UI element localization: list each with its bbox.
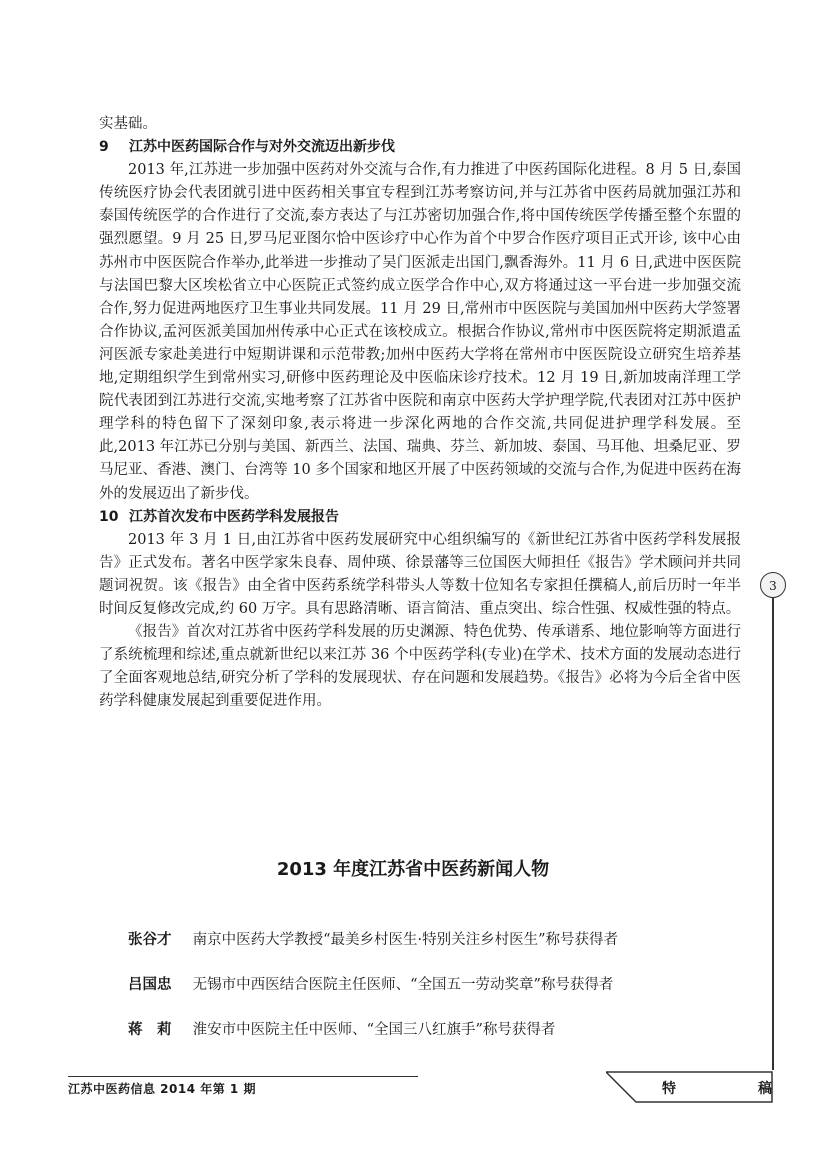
journal-footer: 江苏中医药信息 2014 年第 1 期 (68, 1082, 256, 1096)
paragraph: 2013 年 3 月 1 日,由江苏省中医药发展研究中心组织编写的《新世纪江苏省中医药学科发展报告》正式发布。著名中医学家朱良春、周仲瑛、徐景藩等三位国医大师担任《报告》学术顾问并共同题词祝贺。该《报告》由全省中医药系统学科带头人等数十位知名专家担任撰稿人,前后历时一年半时间反复修改完成,约 60 万字。具有思路清晰、语言简洁、重点突出、综合性强、权威性强的特点。 (99, 531, 741, 617)
list-item (128, 928, 748, 973)
section-number: 9 (99, 139, 109, 156)
section-number: 10 (99, 508, 119, 525)
list-item (128, 973, 748, 1018)
person-description: 南京中医药大学教授“最美乡村医生·特别关注乡村医生”称号获得者 (192, 932, 619, 948)
special-column-tab (606, 1070, 776, 1104)
article-body (99, 113, 741, 713)
section-title: 江苏中医药国际合作与对外交流迈出新步伐 (129, 139, 395, 156)
intro-tail: 实基础。 (99, 116, 157, 132)
news-people-title: 2013 年度江苏省中医药新闻人物 (276, 859, 550, 880)
footer-divider (68, 1076, 418, 1077)
person-name: 吕国忠 (128, 977, 172, 993)
margin-rule (772, 590, 774, 1070)
people-list (128, 928, 748, 1063)
person-description: 无锡市中西医结合医院主任医师、“全国五一劳动奖章”称号获得者 (192, 977, 614, 993)
section-title: 江苏首次发布中医药学科发展报告 (129, 508, 339, 525)
person-name: 张谷才 (128, 932, 172, 948)
section-heading-10 (99, 506, 741, 529)
paragraph: 2013 年,江苏进一步加强中医药对外交流与合作,有力推进了中医药国际化进程。8 月 5 日,泰国传统医疗协会代表团就引进中医药相关事宜专程到江苏考察访问,并与江苏省中医药局就加强江苏和泰国传统医学的合作进行了交流,泰方表达了与江苏密切加强合作,将中国传统医学传播至整个东盟的强烈愿望。9 月 25 日,罗马尼亚图尔恰中医诊疗中心作为首个中罗合作医疗项目正式开诊, 该中心由苏州市中医医院合作举办,此举进一步推动了吴门医派走出国门,飘香海外。11 月 6 日,武进中医医院与法国巴黎大区埃松省立中心医院正式签约成立医学合作中心,双方将通过这一平台进一步加强交流合作,努力促进两地医疗卫生事业共同发展。11 月 29 日,常州市中医医院与美国加州中医药大学签署合作协议,孟河医派美国加州传承中心正式在该校成立。根据合作协议,常州市中医医院将定期派遣孟河医派专家赴美进行中短期讲课和示范带教;加州中医药大学将在常州市中医医院设立研究生培养基地,定期组织学生到常州实习,研修中医药理论及中医临床诊疗技术。12 月 19 日,新加坡南洋理工学院代表团到江苏进行交流,实地考察了江苏省中医院和南京中医药大学护理学院,代表团对江苏中医护理学科的特色留下了深刻印象,表示将进一步深化两地的合作交流,共同促进护理学科发展。至此,2013 年江苏已分别与美国、新西兰、法国、瑞典、芬兰、新加坡、泰国、马耳他、坦桑尼亚、罗马尼亚、香港、澳门、台湾等 10 多个国家和地区开展了中医药领域的交流与合作,为促进中医药在海外的发展迈出了新步伐。 (99, 162, 741, 502)
special-column-label (662, 1078, 772, 1098)
page-number-badge: 3 (760, 572, 786, 598)
person-name: 蒋 莉 (128, 1022, 172, 1038)
special-char-2: 稿 (758, 1081, 772, 1097)
special-char-1: 特 (662, 1081, 676, 1097)
section-heading-9 (99, 136, 741, 159)
person-description: 淮安市中医院主任中医师、“全国三八红旗手”称号获得者 (192, 1022, 556, 1038)
list-item (128, 1018, 748, 1063)
paragraph: 《报告》首次对江苏省中医药学科发展的历史渊源、特色优势、传承谱系、地位影响等方面进行了系统梳理和综述,重点就新世纪以来江苏 36 个中医药学科(专业)在学术、技术方面的发展动态进行了全面客观地总结,研究分析了学科的发展现状、存在问题和发展趋势。《报告》必将为今后全省中医药学科健康发展起到重要促进作用。 (99, 624, 741, 710)
